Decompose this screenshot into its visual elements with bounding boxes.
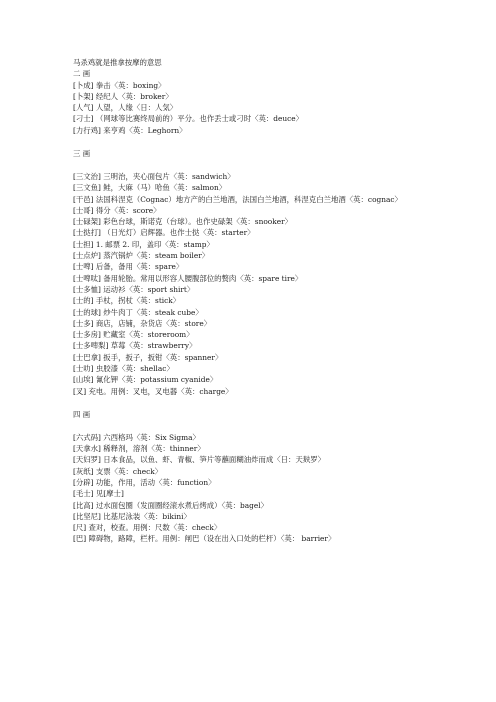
entry: [士巴拿] 扳手，扳子，扳钳〈英：spanner〉 [73,352,223,362]
entry: [毛士] 见[摩士] [73,489,124,499]
entry: [士叻] 虫胶漆〈英：shellac〉 [73,364,174,374]
section-heading: 三 画 [73,148,91,158]
entry: [天拿水] 稀释剂，溶剂〈英：thinner〉 [73,444,205,454]
document-title: 马杀鸡就是推拿按摩的意思 [73,58,162,67]
entry: [干邑] 法国科涅克（Cognac）地方产的白兰地酒，法国白兰地酒，科涅克白兰地酒〈英：cognac〉 [73,194,402,204]
entry: [比坚尼] 比基尼泳装〈英：bikini〉 [73,511,191,521]
entry: [士多房] 贮藏室〈英：storeroom〉 [73,330,194,340]
entry: [分辟] 功能，作用，活动〈英：function〉 [73,477,216,487]
entry: [士多恤] 运动衫〈英：sport shirt〉 [73,284,195,294]
entry: [卜架] 经纪人〈英：broker〉 [73,91,173,101]
entry: [人气] 人望，人缘〈日：人気〉 [73,103,178,113]
entry: [士的球] 炒牛肉丁〈英：steak cube〉 [73,307,203,317]
entry: [比高] 过水面包圈（发面圈经滚水煮后烤成）〈英：bagel〉 [73,500,269,510]
entry: [士多] 商店，店铺，杂货店〈英：store〉 [73,318,212,328]
entry: [士哥] 得分〈英：score〉 [73,205,161,215]
entry: [刁士] （网球等比赛终局前的）平分。也作丢士或刁时〈英：deuce〉 [73,114,304,124]
entry: [士挞打] （日光灯）启辉器。也作士挞〈英：starter〉 [73,228,255,238]
entry: [山埃] 氰化钾〈英：potassium cyanide〉 [73,375,218,385]
document-content [73,57,428,545]
entry: [士啤呔] 备用轮胎。常用以形容人腰腹部位的赘肉〈英：spare tire〉 [73,273,303,283]
entry: [士多啤梨] 草莓〈英：strawberry〉 [73,341,197,351]
entry: [士担] 1. 邮票 2. 印，盖印〈英：stamp〉 [73,239,214,249]
entry: [三文治] 三明治，夹心面包片〈英：sandwich〉 [73,171,235,181]
entry: [天妇罗] 日本食品，以鱼、虾、青椒、笋片等蘸面糊油炸而成〈日：天麸罗〉 [73,455,326,465]
entry: [卜成] 拳击〈英：boxing〉 [73,80,166,90]
section-heading: 四 画 [73,409,91,419]
entry: [叉] 充电。用例：叉电，叉电器〈英：charge〉 [73,386,233,396]
entry: [力行鸡] 来亨鸡〈英：Leghorn〉 [73,125,187,135]
entry: [灰纸] 支票〈英：check〉 [73,466,163,476]
section-heading: 二 画 [73,69,91,79]
entry: [尺] 查对，校查。用例：尺数〈英：check〉 [73,523,222,533]
entry: [士碌架] 彩色台球，斯诺克（台球）。也作史碌架〈英：snooker〉 [73,217,293,227]
entry: [三文鱼] 鲑，大麻（马）哈鱼〈英：salmon〉 [73,183,227,193]
entry: [士啤] 后备，备用〈英：spare〉 [73,262,184,272]
entry: [士点炉] 蒸汽锅炉〈英：steam boiler〉 [73,251,210,261]
entry: [士的] 手杖，拐杖〈英：stick〉 [73,296,181,306]
entry: [六式码] 六西格玛〈英：Six Sigma〉 [73,432,200,442]
entry: [巴] 障碍物，路障，栏杆。用例：闸巴（设在出入口处的栏杆）〈英： barrier〉 [73,534,336,544]
